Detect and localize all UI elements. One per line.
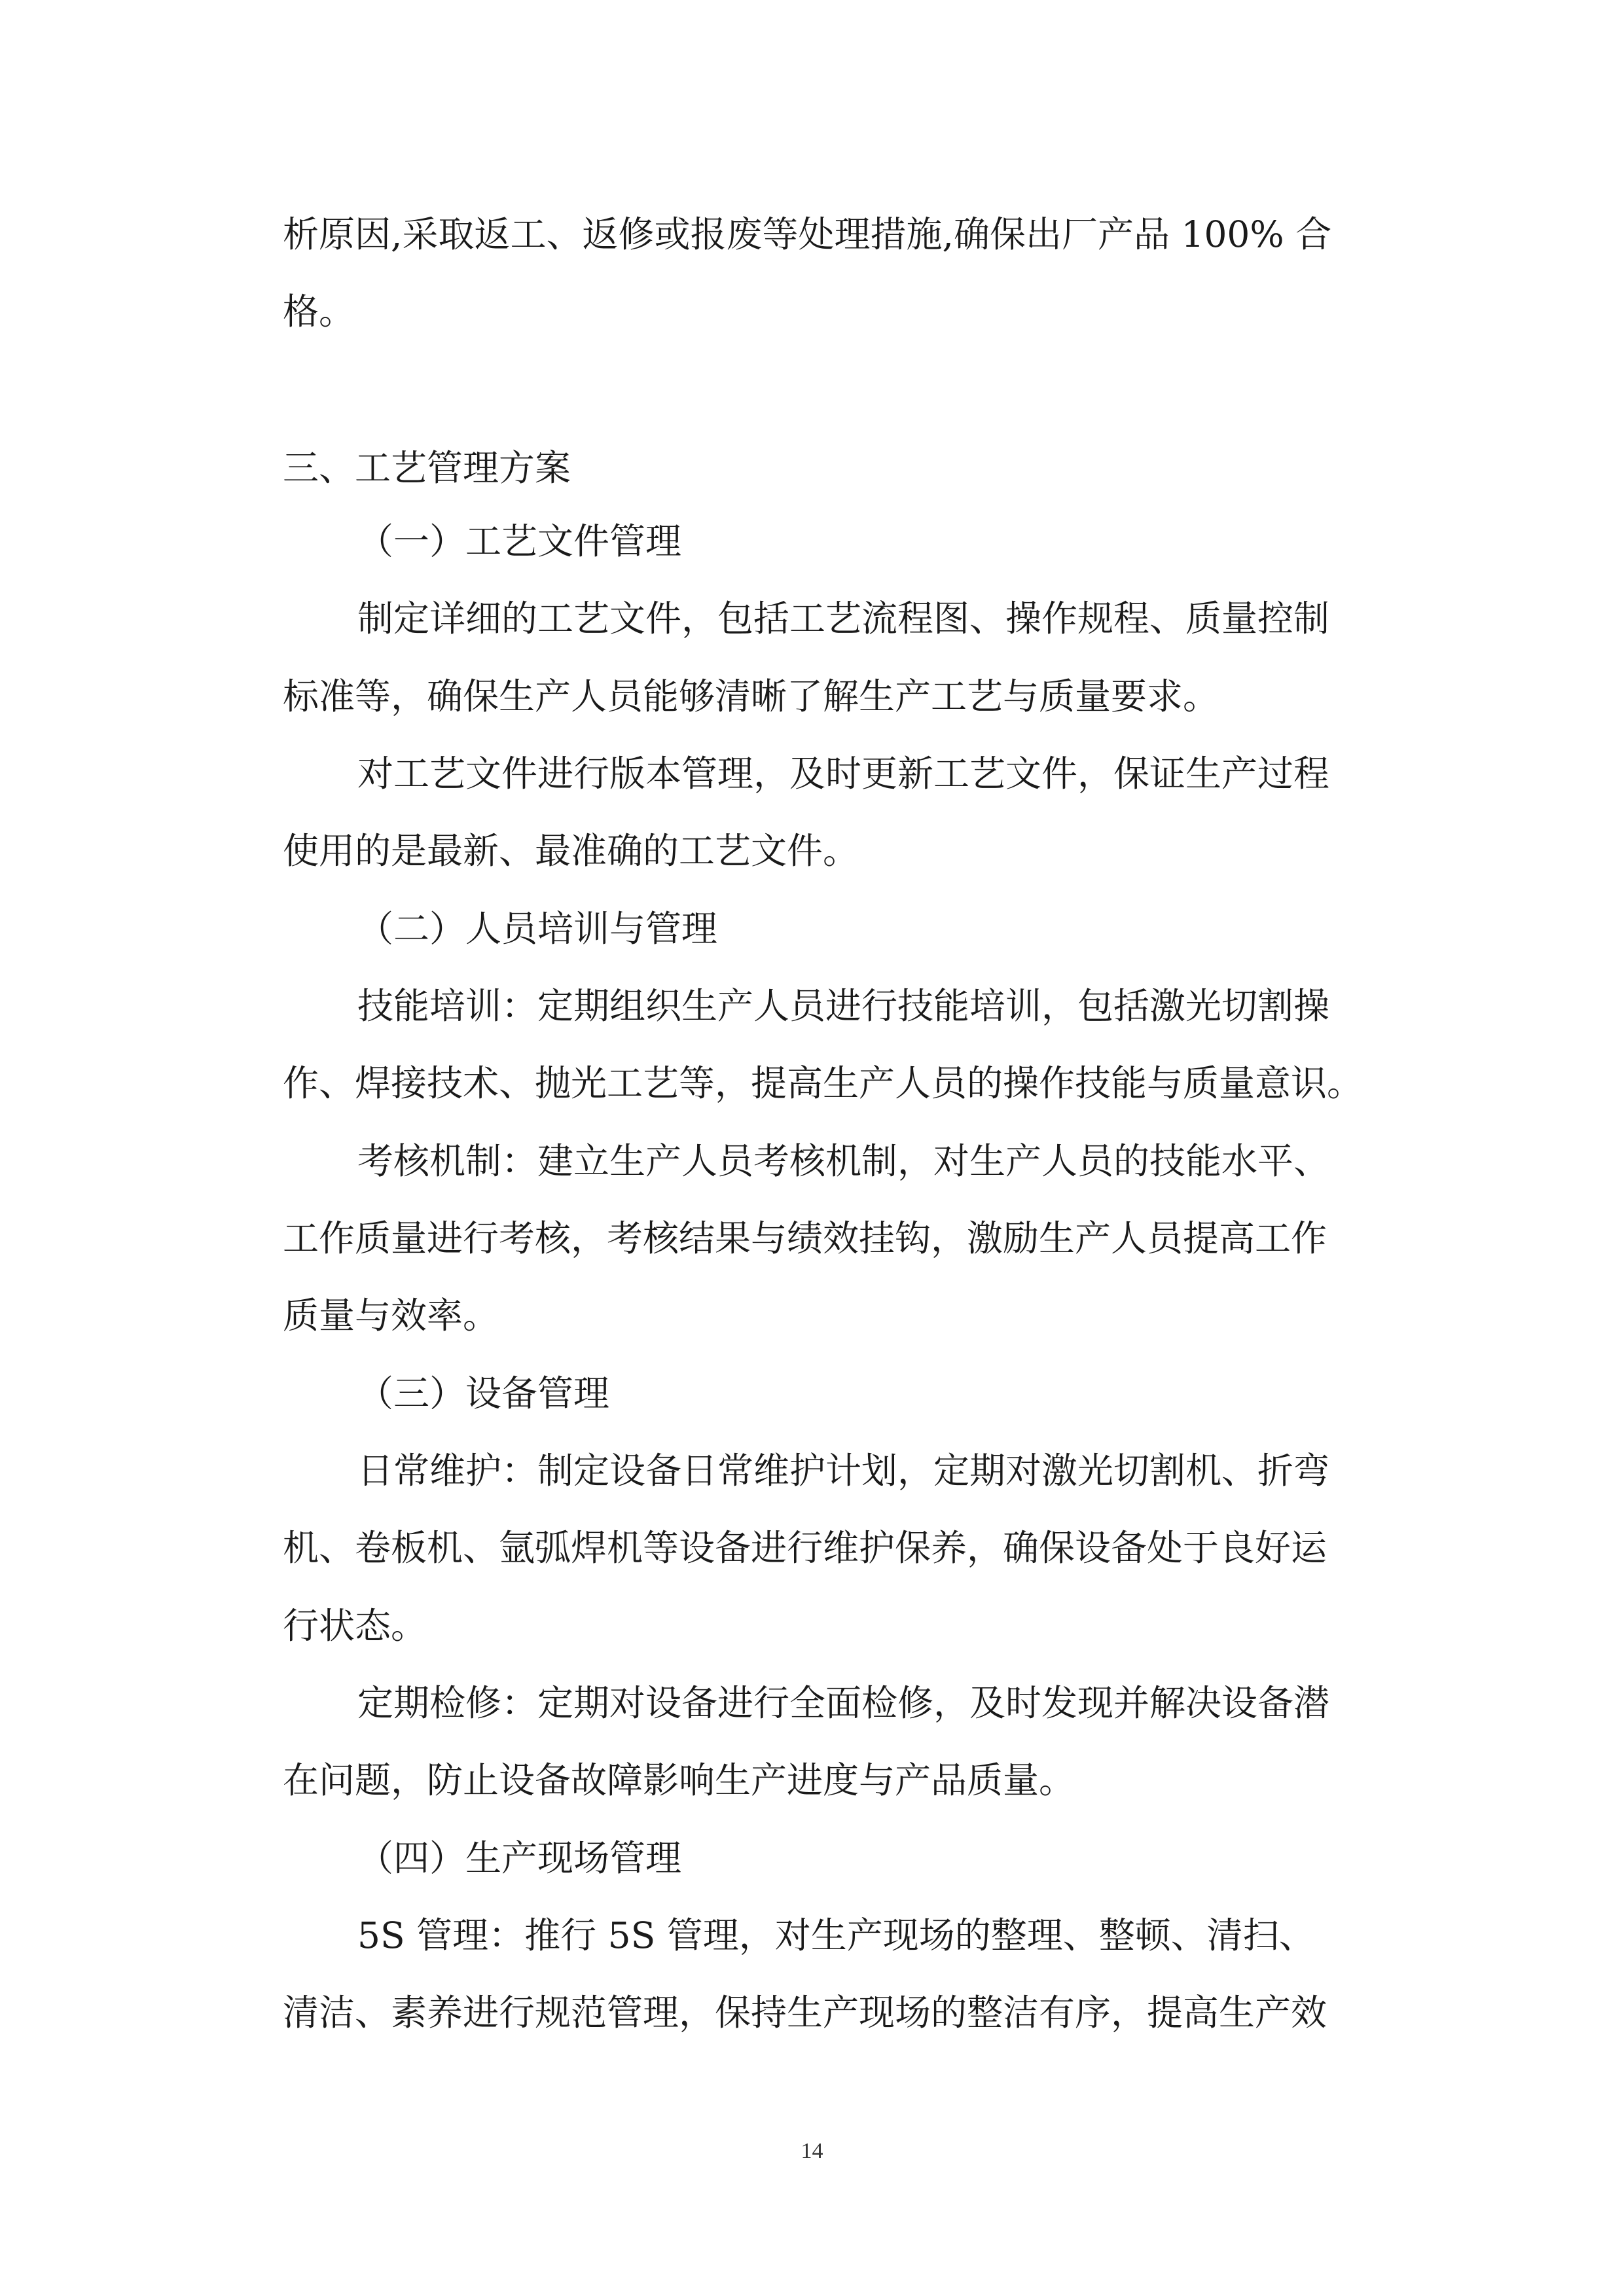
text-line: 行状态。: [283, 1605, 427, 1647]
text-line: 考核机制：建立生产人员考核机制，对生产人员的技能水平、: [357, 1140, 1330, 1182]
text-line: 定期检修：定期对设备进行全面检修，及时发现并解决设备潜: [357, 1682, 1330, 1724]
text-line: 在问题，防止设备故障影响生产进度与产品质量。: [283, 1759, 1075, 1801]
subsection-heading: （四）生产现场管理: [357, 1837, 682, 1879]
text-line: 清洁、素养进行规范管理，保持生产现场的整洁有序，提高生产效: [283, 1992, 1327, 2034]
text-line: 技能培训：定期组织生产人员进行技能培训，包括激光切割操: [357, 985, 1330, 1027]
text-line: 5S 管理：推行 5S 管理，对生产现场的整理、整顿、清扫、: [357, 1914, 1315, 1956]
text-line: 标准等，确保生产人员能够清晰了解生产工艺与质量要求。: [283, 675, 1219, 717]
text-line: 对工艺文件进行版本管理，及时更新工艺文件，保证生产过程: [357, 753, 1330, 795]
text-line: 机、卷板机、氩弧焊机等设备进行维护保养，确保设备处于良好运: [283, 1527, 1327, 1569]
text-line: 作、焊接技术、抛光工艺等，提高生产人员的操作技能与质量意识。: [283, 1062, 1363, 1104]
text-line: 工作质量进行考核，考核结果与绩效挂钩，激励生产人员提高工作: [283, 1217, 1327, 1259]
subsection-heading: （三）设备管理: [357, 1372, 610, 1414]
subsection-heading: （二）人员培训与管理: [357, 908, 718, 950]
subsection-heading: （一）工艺文件管理: [357, 520, 682, 562]
text-line: 日常维护：制定设备日常维护计划，定期对激光切割机、折弯: [357, 1450, 1330, 1492]
section-heading: 三、工艺管理方案: [283, 447, 571, 489]
text-line: 使用的是最新、最准确的工艺文件。: [283, 830, 859, 872]
text-line: 析原因,采取返工、返修或报废等处理措施,确保出厂产品 100% 合: [283, 213, 1332, 255]
text-line: 质量与效率。: [283, 1295, 499, 1336]
page-number: 14: [801, 2139, 823, 2163]
text-line: 格。: [283, 291, 355, 332]
text-line: 制定详细的工艺文件，包括工艺流程图、操作规程、质量控制: [357, 598, 1330, 639]
